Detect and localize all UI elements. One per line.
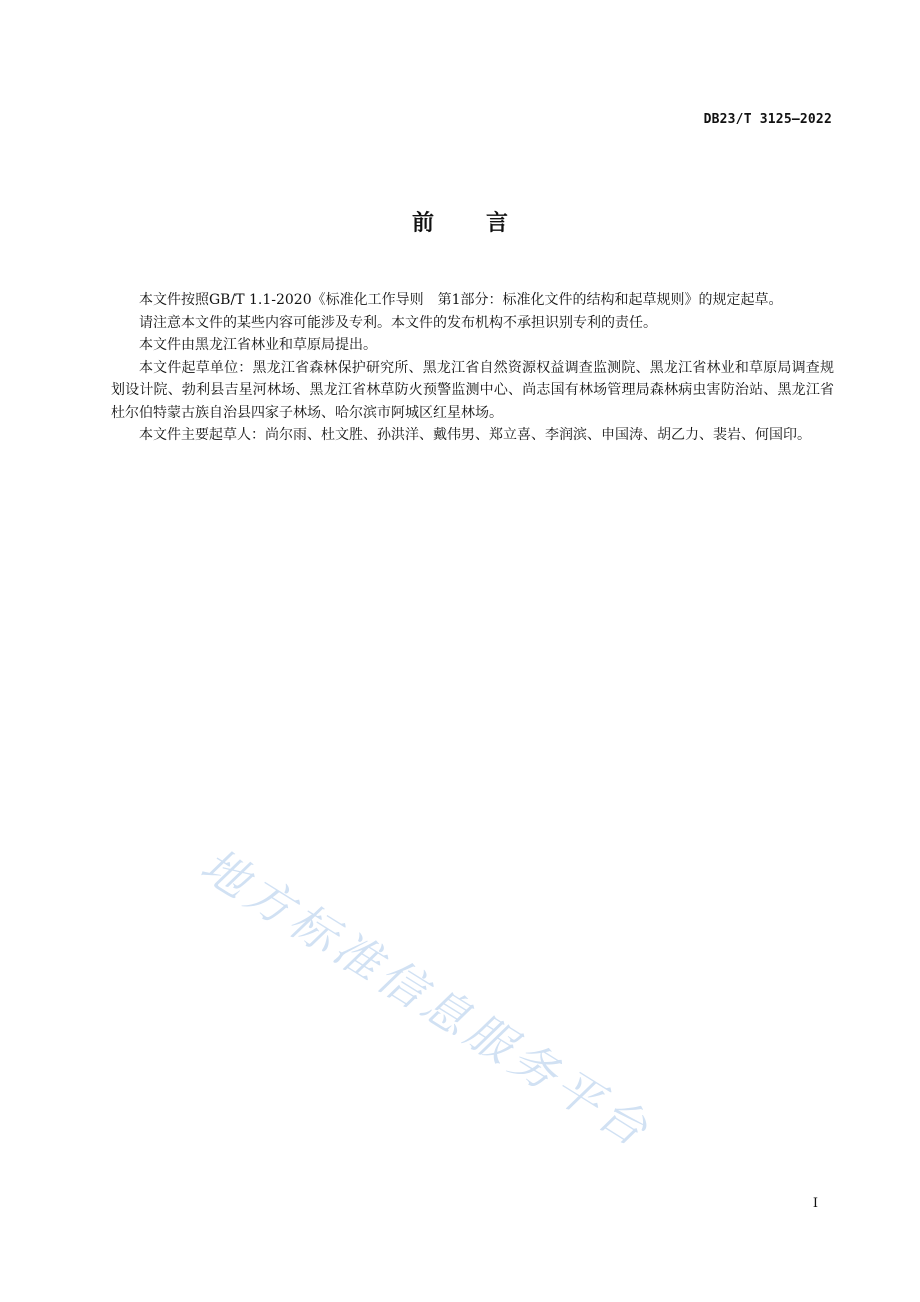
document-code: DB23/T 3125—2022 [703,112,832,127]
paragraph-drafters: 本文件主要起草人：尚尔雨、杜文胜、孙洪洋、戴伟男、郑立喜、李润滨、申国涛、胡乙力、裴岩、何国印。 [139,427,811,443]
title-char-1: 前 [411,211,434,236]
paragraph-drafting-rules: 本文件按照GB/T 1.1-2020《标准化工作导则 第1部分：标准化文件的结构和起草规则》的规定起草。 [139,292,783,308]
title-char-2: 言 [486,211,509,236]
paragraph-drafting-units: 本文件起草单位：黑龙江省森林保护研究所、黑龙江省自然资源权益调查监测院、黑龙江省林业和草原局调查规划设计院、勃利县吉星河林场、黑龙江省林草防火预警监测中心、尚志国有林场管理局森林病虫害防治站、黑龙江省杜尔伯特蒙古族自治县四家子林场、哈尔滨市阿城区红星林场。 [111,359,834,421]
paragraph-patent-notice: 请注意本文件的某些内容可能涉及专利。本文件的发布机构不承担识别专利的责任。 [139,314,657,331]
paragraph-proposer: 本文件由黑龙江省林业和草原局提出。 [139,337,377,353]
page-number: I [812,1196,818,1211]
watermark-text: 地方标准信息服务平台 [191,837,662,1159]
preface-body [111,289,834,447]
page-title [0,206,920,237]
